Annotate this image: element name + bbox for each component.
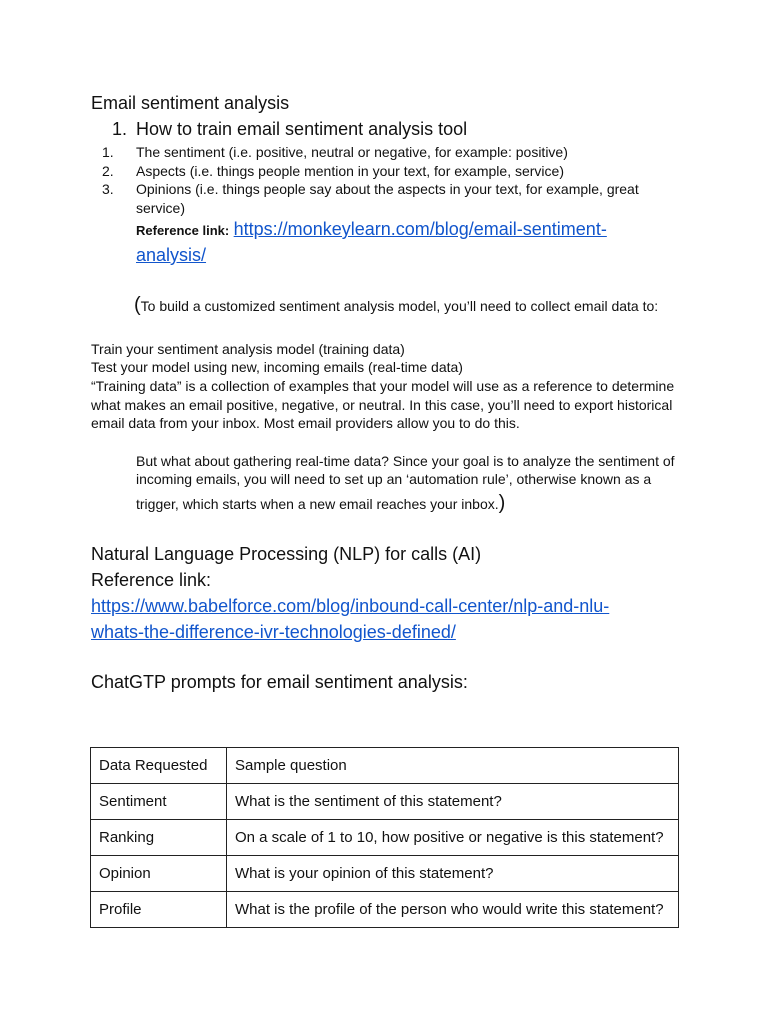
reference-link-row xyxy=(136,219,607,240)
table-cell: What is your opinion of this statement? xyxy=(227,856,679,892)
table-row xyxy=(91,892,679,928)
indented-last-line xyxy=(136,492,505,515)
list-text: The sentiment (i.e. positive, neutral or negative, for example: positive) xyxy=(136,144,568,160)
table-row xyxy=(91,784,679,820)
list-text-continuation: service) xyxy=(136,200,186,216)
page-title: Email sentiment analysis xyxy=(91,93,290,113)
body-line: “Training data” is a collection of examples that your model will use as a reference to determine xyxy=(91,378,675,394)
babelforce-link-continuation[interactable]: whats-the-difference-ivr-technologies-defined/ xyxy=(91,622,456,642)
table-cell: Profile xyxy=(91,892,227,928)
indented-last-text: trigger, which starts when a new email reaches your inbox. xyxy=(136,496,499,512)
body-line: Test your model using new, incoming emails (real-time data) xyxy=(91,359,463,375)
nlp-title: Natural Language Processing (NLP) for calls (AI) xyxy=(91,544,482,564)
table-row xyxy=(91,820,679,856)
table-header-cell: Data Requested xyxy=(91,748,227,784)
table-cell: What is the sentiment of this statement? xyxy=(227,784,679,820)
table-header-row xyxy=(91,748,679,784)
quote-intro xyxy=(134,294,658,317)
list-number: 3. xyxy=(102,181,114,197)
table-cell: What is the profile of the person who would write this statement? xyxy=(227,892,679,928)
table-cell: Opinion xyxy=(91,856,227,892)
quote-intro-text: To build a customized sentiment analysis model, you’ll need to collect email data to: xyxy=(140,298,659,314)
indented-line: But what about gathering real-time data? Since your goal is to analyze the sentiment of xyxy=(136,453,675,469)
body-line: email data from your inbox. Most email providers allow you to do this. xyxy=(91,415,520,431)
subheading xyxy=(112,119,467,140)
close-paren: ) xyxy=(498,492,506,514)
nlp-reference-label: Reference link: xyxy=(91,570,212,590)
babelforce-link[interactable]: https://www.babelforce.com/blog/inbound-call-center/nlp-and-nlu- xyxy=(91,596,610,616)
subheading-text: How to train email sentiment analysis tool xyxy=(136,119,468,139)
open-paren: ( xyxy=(134,294,141,316)
indented-line: incoming emails, you will need to set up an ‘automation rule’, otherwise known as a xyxy=(136,471,652,487)
body-line: Train your sentiment analysis model (training data) xyxy=(91,341,405,357)
table-row xyxy=(91,856,679,892)
table-cell: On a scale of 1 to 10, how positive or negative is this statement? xyxy=(227,820,679,856)
list-text: Aspects (i.e. things people mention in your text, for example, service) xyxy=(136,163,564,179)
chatgtp-title: ChatGTP prompts for email sentiment analysis: xyxy=(91,672,468,692)
prompts-table xyxy=(90,747,679,928)
table-cell: Ranking xyxy=(91,820,227,856)
table-cell: Sentiment xyxy=(91,784,227,820)
monkeylearn-link-continuation[interactable]: analysis/ xyxy=(136,245,207,265)
list-number: 1. xyxy=(102,144,114,160)
monkeylearn-link[interactable]: https://monkeylearn.com/blog/email-sentiment- xyxy=(233,219,607,239)
reference-link-label: Reference link: xyxy=(136,223,230,238)
list-text: Opinions (i.e. things people say about the aspects in your text, for example, great xyxy=(136,181,639,197)
subheading-number: 1. xyxy=(112,119,128,139)
list-number: 2. xyxy=(102,163,114,179)
body-line: what makes an email positive, negative, or neutral. In this case, you’ll need to export historical xyxy=(91,397,673,413)
table-header-cell: Sample question xyxy=(227,748,679,784)
